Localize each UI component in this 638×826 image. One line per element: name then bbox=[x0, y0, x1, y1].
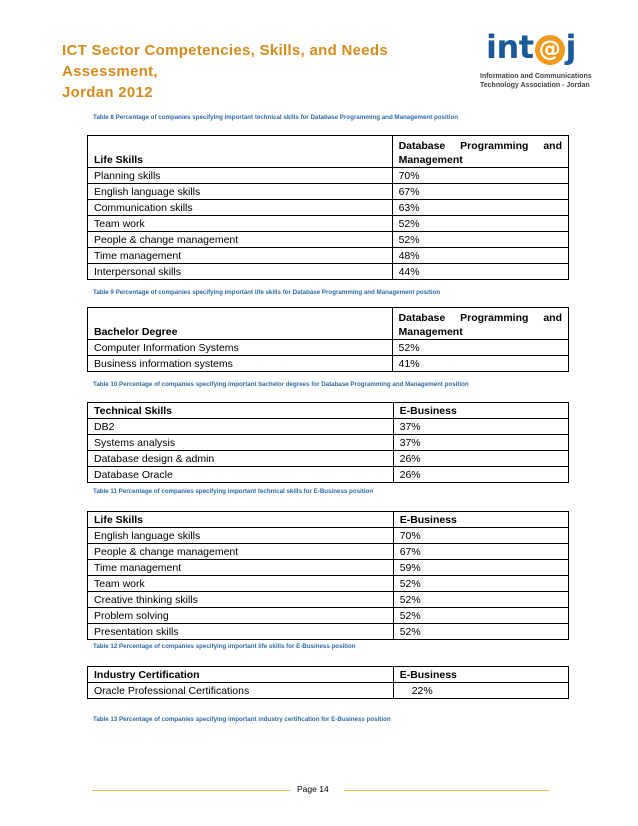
table10 bbox=[87, 402, 569, 483]
table11-col2-header: E-Business bbox=[393, 512, 568, 528]
table12-col2-header: E-Business bbox=[393, 667, 568, 683]
table-row: Time management 48% bbox=[88, 248, 569, 264]
table13-caption: Table 13 Percentage of companies specifying important industry certification for E-Business position bbox=[93, 716, 391, 723]
table-row: Team work 52% bbox=[88, 576, 569, 592]
logo-subtitle-line2: Technology Association - Jordan bbox=[480, 82, 590, 89]
table-row: Systems analysis 37% bbox=[88, 435, 569, 451]
table-row: People & change management 52% bbox=[88, 232, 569, 248]
table9-caption: Table 9 Percentage of companies specifying important life skills for Database Programming and Management position bbox=[93, 289, 441, 296]
logo-subtitle bbox=[480, 72, 592, 90]
table-row: Presentation skills 52% bbox=[88, 624, 569, 640]
table-row: Team work 52% bbox=[88, 216, 569, 232]
table-row: Oracle Professional Certifications 22% bbox=[88, 683, 569, 699]
table-row: Database design & admin 26% bbox=[88, 451, 569, 467]
table-row: DB2 37% bbox=[88, 419, 569, 435]
table11-caption: Table 11 Percentage of companies specifying important technical skills for E-Business position bbox=[93, 488, 374, 495]
table-header-row bbox=[88, 403, 569, 419]
table11 bbox=[87, 511, 569, 640]
footer-rule-right bbox=[344, 790, 550, 791]
table12 bbox=[87, 666, 569, 699]
document-title-line2: Jordan 2012 bbox=[62, 84, 153, 101]
intaj-logo bbox=[480, 28, 610, 100]
table-row: Interpersonal skills 44% bbox=[88, 264, 569, 280]
table12-caption: Table 12 Percentage of companies specifying important life skills for E-Business position bbox=[93, 643, 356, 650]
table8-col2-header: Database Programming and Management bbox=[392, 136, 568, 168]
table-row: Database Oracle 26% bbox=[88, 467, 569, 483]
table9-col1-header: Bachelor Degree bbox=[88, 308, 393, 340]
table-row: English language skills 70% bbox=[88, 528, 569, 544]
logo-subtitle-line1: Information and Communications bbox=[480, 73, 592, 80]
table10-col2-header: E-Business bbox=[393, 403, 568, 419]
table-row: People & change management 67% bbox=[88, 544, 569, 560]
table9-col2-header: Database Programming and Management bbox=[392, 308, 568, 340]
table-header-row bbox=[88, 667, 569, 683]
table-row: Creative thinking skills 52% bbox=[88, 592, 569, 608]
table10-col1-header: Technical Skills bbox=[88, 403, 394, 419]
table11-col1-header: Life Skills bbox=[88, 512, 394, 528]
table-header-row bbox=[88, 308, 569, 340]
document-title-line1: ICT Sector Competencies, Skills, and Needs Assessment, bbox=[62, 42, 389, 80]
logo-text-post: j bbox=[565, 28, 577, 66]
table12-col1-header: Industry Certification bbox=[88, 667, 394, 683]
document-title bbox=[62, 40, 482, 103]
table-row: Time management 59% bbox=[88, 560, 569, 576]
table8-caption: Table 8 Percentage of companies specifying important technical skills for Database Programming and Management position bbox=[93, 114, 459, 121]
table-row: Problem solving 52% bbox=[88, 608, 569, 624]
table8 bbox=[87, 135, 569, 280]
footer-rule-left bbox=[92, 790, 290, 791]
table-row: English language skills 67% bbox=[88, 184, 569, 200]
page-number: Page 14 bbox=[297, 784, 329, 794]
table10-caption: Table 10 Percentage of companies specifying important bachelor degrees for Database Programming and Management position bbox=[93, 381, 469, 388]
table-row: Planning skills 70% bbox=[88, 168, 569, 184]
table-row: Computer Information Systems 52% bbox=[88, 340, 569, 356]
logo-mark bbox=[486, 28, 576, 66]
table-row: Communication skills 63% bbox=[88, 200, 569, 216]
table8-col1-header: Life Skills bbox=[88, 136, 393, 168]
table-row: Business information systems 41% bbox=[88, 356, 569, 372]
table-header-row bbox=[88, 136, 569, 168]
table-header-row bbox=[88, 512, 569, 528]
logo-text-pre: int bbox=[486, 28, 534, 66]
logo-at-icon: @ bbox=[535, 35, 565, 65]
table9 bbox=[87, 307, 569, 372]
